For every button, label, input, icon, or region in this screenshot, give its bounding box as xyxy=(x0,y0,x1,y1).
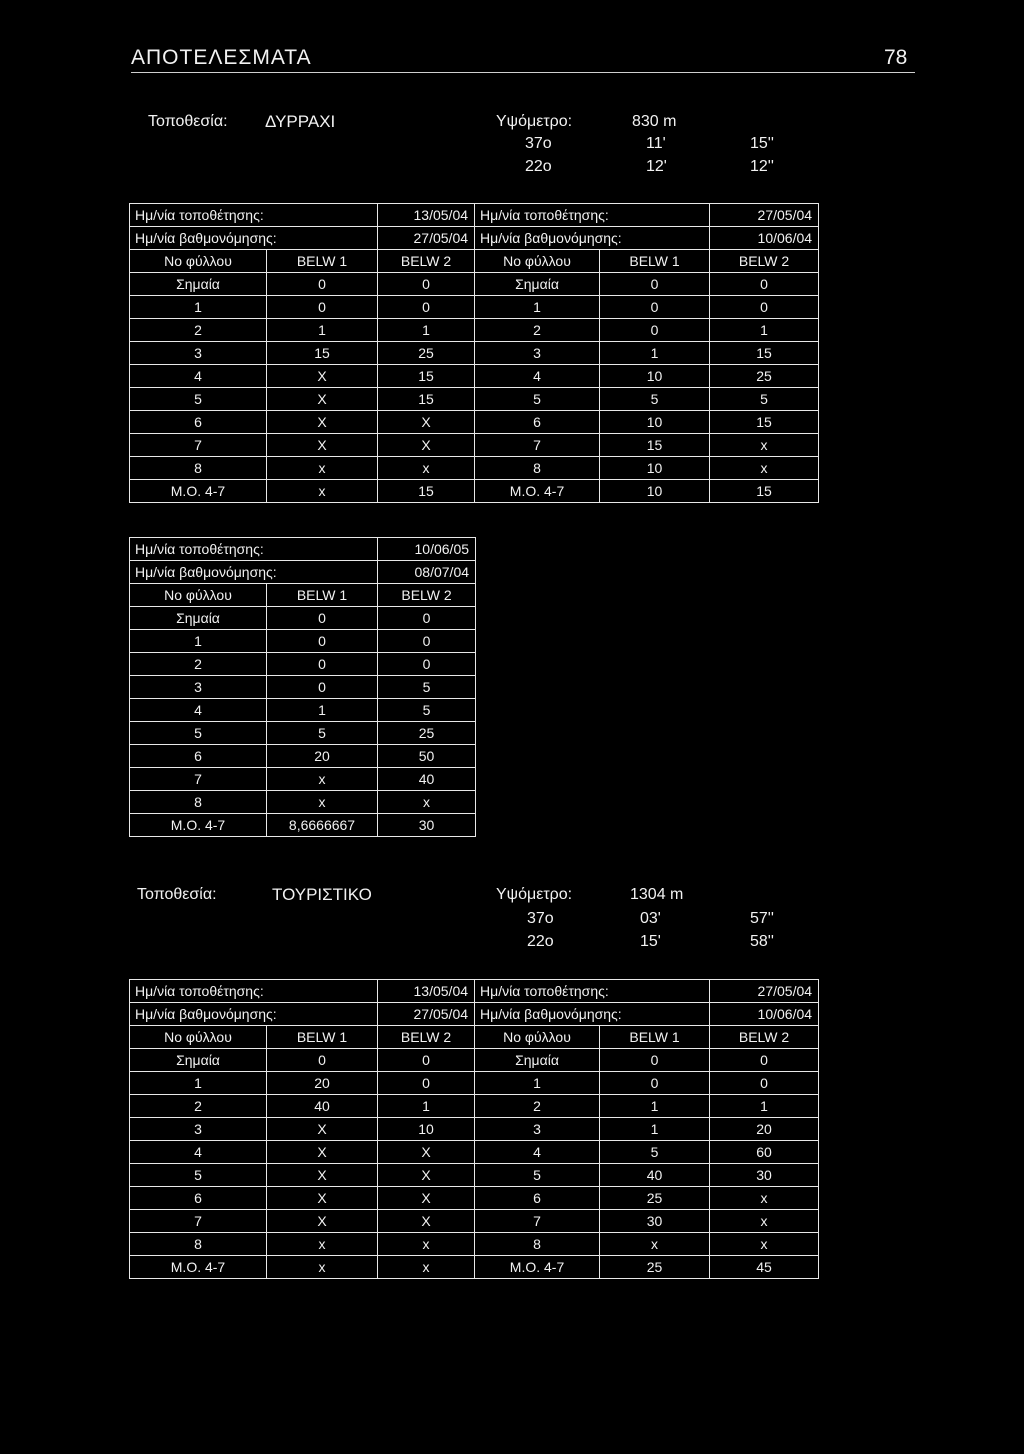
grading-date-label: Ημ/νία βαθμονόμησης: xyxy=(475,1003,710,1026)
row-label-cell: Σημαία xyxy=(475,1049,600,1072)
value-cell: 10 xyxy=(600,365,710,388)
column-header: Νο φύλλου xyxy=(475,250,600,273)
grading-date-row xyxy=(130,561,476,584)
latitude-degrees: 37ο xyxy=(527,910,554,927)
value-cell: 5 xyxy=(378,676,476,699)
row-label-cell: Σημαία xyxy=(130,1049,267,1072)
column-header: BELW 2 xyxy=(378,250,475,273)
value-cell: 0 xyxy=(710,273,819,296)
row-label-cell: 7 xyxy=(130,768,267,791)
value-cell: 1 xyxy=(600,1095,710,1118)
value-cell: x xyxy=(378,1233,475,1256)
column-header: BELW 1 xyxy=(600,1026,710,1049)
value-cell: 0 xyxy=(710,296,819,319)
row-label-cell: 6 xyxy=(475,1187,600,1210)
row-label-cell: Μ.Ο. 4-7 xyxy=(475,480,600,503)
value-cell: 25 xyxy=(600,1256,710,1279)
row-label-cell: 1 xyxy=(130,296,267,319)
value-cell: 15 xyxy=(710,480,819,503)
grading-date: 27/05/04 xyxy=(378,1003,475,1026)
longitude-seconds: 12'' xyxy=(750,158,774,175)
value-cell: x xyxy=(267,1233,378,1256)
page-title: ΑΠΟΤΕΛΕΣΜΑΤΑ xyxy=(131,46,312,69)
row-label-cell: 8 xyxy=(475,1233,600,1256)
row-label-cell: 3 xyxy=(475,1118,600,1141)
latitude-degrees: 37ο xyxy=(525,135,552,152)
value-cell: 5 xyxy=(378,699,476,722)
table-row xyxy=(130,1049,819,1072)
value-cell: 25 xyxy=(710,365,819,388)
value-cell: 0 xyxy=(267,296,378,319)
value-cell: 0 xyxy=(378,1049,475,1072)
row-label-cell: 5 xyxy=(130,722,267,745)
row-label-cell: 5 xyxy=(475,1164,600,1187)
location-name: ΔΥΡΡΑΧΙ xyxy=(265,112,336,131)
value-cell: 10 xyxy=(378,1118,475,1141)
value-cell: 5 xyxy=(600,388,710,411)
table-row xyxy=(130,699,476,722)
results-table xyxy=(129,537,476,837)
row-label-cell: 8 xyxy=(130,457,267,480)
placement-date: 10/06/05 xyxy=(378,538,476,561)
table-body xyxy=(130,1026,819,1279)
table-row xyxy=(130,768,476,791)
table-row xyxy=(130,1095,819,1118)
table-row xyxy=(130,411,819,434)
placement-date: 13/05/04 xyxy=(378,204,475,227)
grading-date: 08/07/04 xyxy=(378,561,476,584)
row-label-cell: 2 xyxy=(130,653,267,676)
row-label-cell: 5 xyxy=(130,1164,267,1187)
value-cell: 0 xyxy=(267,1049,378,1072)
row-label-cell: 7 xyxy=(475,1210,600,1233)
row-label-cell: Σημαία xyxy=(475,273,600,296)
column-header: Νο φύλλου xyxy=(130,1026,267,1049)
placement-date-label: Ημ/νία τοποθέτησης: xyxy=(475,204,710,227)
grading-date: 27/05/04 xyxy=(378,227,475,250)
value-cell: 45 xyxy=(710,1256,819,1279)
grading-date-row xyxy=(130,1003,819,1026)
table-row xyxy=(130,1118,819,1141)
placement-date-row xyxy=(130,980,819,1003)
row-label-cell: 4 xyxy=(130,365,267,388)
value-cell: 0 xyxy=(600,296,710,319)
value-cell: 0 xyxy=(600,273,710,296)
value-cell: 60 xyxy=(710,1141,819,1164)
value-cell: 25 xyxy=(378,722,476,745)
location-name: ΤΟΥΡΙΣΤΙΚΟ xyxy=(272,885,372,904)
table-row xyxy=(130,342,819,365)
longitude-minutes: 12' xyxy=(646,158,667,175)
table-row xyxy=(130,653,476,676)
table-body xyxy=(130,250,819,503)
placement-date: 13/05/04 xyxy=(378,980,475,1003)
value-cell: x xyxy=(710,457,819,480)
value-cell: 0 xyxy=(600,319,710,342)
row-label-cell: 4 xyxy=(475,1141,600,1164)
placement-date-label: Ημ/νία τοποθέτησης: xyxy=(475,980,710,1003)
placement-date: 27/05/04 xyxy=(710,980,819,1003)
value-cell: 15 xyxy=(600,434,710,457)
value-cell: 0 xyxy=(378,273,475,296)
value-cell: x xyxy=(710,1187,819,1210)
value-cell: 15 xyxy=(710,411,819,434)
header-rule xyxy=(131,72,915,73)
row-label-cell: 4 xyxy=(130,699,267,722)
table-row xyxy=(130,607,476,630)
value-cell: 0 xyxy=(267,676,378,699)
value-cell: 0 xyxy=(710,1072,819,1095)
column-header: BELW 1 xyxy=(600,250,710,273)
value-cell: 15 xyxy=(378,480,475,503)
placement-date-row xyxy=(130,538,476,561)
row-label-cell: 4 xyxy=(475,365,600,388)
row-label-cell: 7 xyxy=(475,434,600,457)
altitude-value: 1304 m xyxy=(630,886,684,903)
altitude-value: 830 m xyxy=(632,113,677,130)
value-cell: X xyxy=(267,1141,378,1164)
value-cell: 15 xyxy=(378,365,475,388)
value-cell: x xyxy=(267,1256,378,1279)
column-header: BELW 2 xyxy=(378,1026,475,1049)
value-cell: x xyxy=(710,434,819,457)
value-cell: X xyxy=(267,1187,378,1210)
column-header: BELW 2 xyxy=(378,584,476,607)
table-row xyxy=(130,1187,819,1210)
row-label-cell: 5 xyxy=(130,388,267,411)
value-cell: 0 xyxy=(378,607,476,630)
latitude-minutes: 11' xyxy=(646,135,666,152)
value-cell: 10 xyxy=(600,480,710,503)
value-cell: 0 xyxy=(600,1072,710,1095)
table-row xyxy=(130,296,819,319)
table-row xyxy=(130,388,819,411)
value-cell: x xyxy=(267,791,378,814)
altitude-label: Υψόμετρο: xyxy=(496,113,573,130)
column-header: Νο φύλλου xyxy=(130,250,267,273)
row-label-cell: 7 xyxy=(130,434,267,457)
column-header: Νο φύλλου xyxy=(475,1026,600,1049)
value-cell: 10 xyxy=(600,411,710,434)
value-cell: 1 xyxy=(267,319,378,342)
row-label-cell: 1 xyxy=(130,630,267,653)
table-row xyxy=(130,319,819,342)
value-cell: x xyxy=(267,457,378,480)
table-row xyxy=(130,1141,819,1164)
longitude-degrees: 22ο xyxy=(525,158,552,175)
placement-date-label: Ημ/νία τοποθέτησης: xyxy=(130,538,378,561)
row-label-cell: 8 xyxy=(475,457,600,480)
row-label-cell: 3 xyxy=(130,342,267,365)
value-cell: x xyxy=(267,480,378,503)
value-cell: 40 xyxy=(267,1095,378,1118)
longitude-minutes: 15' xyxy=(640,933,661,950)
table-row xyxy=(130,745,476,768)
value-cell: 40 xyxy=(600,1164,710,1187)
table-row xyxy=(130,722,476,745)
value-cell: X xyxy=(378,434,475,457)
grading-date: 10/06/04 xyxy=(710,1003,819,1026)
placement-date-label: Ημ/νία τοποθέτησης: xyxy=(130,980,378,1003)
table-row xyxy=(130,676,476,699)
value-cell: 0 xyxy=(267,630,378,653)
value-cell: 0 xyxy=(710,1049,819,1072)
value-cell: 15 xyxy=(378,388,475,411)
table-row xyxy=(130,365,819,388)
row-label-cell: Σημαία xyxy=(130,273,267,296)
value-cell: X xyxy=(267,411,378,434)
value-cell: x xyxy=(267,768,378,791)
table-row xyxy=(130,630,476,653)
value-cell: 50 xyxy=(378,745,476,768)
value-cell: 0 xyxy=(378,1072,475,1095)
value-cell: 1 xyxy=(600,342,710,365)
value-cell: 1 xyxy=(378,1095,475,1118)
row-label-cell: 3 xyxy=(130,676,267,699)
grading-date: 10/06/04 xyxy=(710,227,819,250)
latitude-seconds: 15'' xyxy=(750,135,774,152)
value-cell: X xyxy=(267,434,378,457)
value-cell: x xyxy=(600,1233,710,1256)
value-cell: 30 xyxy=(710,1164,819,1187)
value-cell: 0 xyxy=(600,1049,710,1072)
grading-date-label: Ημ/νία βαθμονόμησης: xyxy=(475,227,710,250)
value-cell: 1 xyxy=(267,699,378,722)
value-cell: 1 xyxy=(378,319,475,342)
table-body xyxy=(130,584,476,837)
row-label-cell: 5 xyxy=(475,388,600,411)
value-cell: 20 xyxy=(267,1072,378,1095)
value-cell: X xyxy=(378,1141,475,1164)
value-cell: 5 xyxy=(600,1141,710,1164)
column-header: BELW 1 xyxy=(267,1026,378,1049)
value-cell: X xyxy=(267,1210,378,1233)
value-cell: 8,6666667 xyxy=(267,814,378,837)
grading-date-row xyxy=(130,227,819,250)
location-label: Τοποθεσία: xyxy=(137,886,217,903)
value-cell: 20 xyxy=(267,745,378,768)
row-label-cell: 3 xyxy=(475,342,600,365)
value-cell: X xyxy=(267,1118,378,1141)
placement-date-label: Ημ/νία τοποθέτησης: xyxy=(130,204,378,227)
row-label-cell: 1 xyxy=(130,1072,267,1095)
value-cell: x xyxy=(378,1256,475,1279)
value-cell: 0 xyxy=(378,296,475,319)
value-cell: 25 xyxy=(600,1187,710,1210)
value-cell: x xyxy=(378,791,476,814)
value-cell: x xyxy=(378,457,475,480)
row-label-cell: 2 xyxy=(130,319,267,342)
value-cell: x xyxy=(710,1210,819,1233)
value-cell: X xyxy=(378,1210,475,1233)
value-cell: 30 xyxy=(378,814,476,837)
grading-date-label: Ημ/νία βαθμονόμησης: xyxy=(130,1003,378,1026)
column-header-row xyxy=(130,250,819,273)
table-row xyxy=(130,1072,819,1095)
row-label-cell: 6 xyxy=(130,411,267,434)
value-cell: 15 xyxy=(710,342,819,365)
value-cell: 15 xyxy=(267,342,378,365)
value-cell: 40 xyxy=(378,768,476,791)
value-cell: 5 xyxy=(710,388,819,411)
table-row xyxy=(130,814,476,837)
table-row xyxy=(130,457,819,480)
row-label-cell: Μ.Ο. 4-7 xyxy=(130,1256,267,1279)
value-cell: 30 xyxy=(600,1210,710,1233)
value-cell: 0 xyxy=(378,630,476,653)
table-row xyxy=(130,434,819,457)
value-cell: 0 xyxy=(267,273,378,296)
table-row xyxy=(130,1233,819,1256)
placement-date-row xyxy=(130,204,819,227)
value-cell: 1 xyxy=(710,1095,819,1118)
value-cell: 0 xyxy=(267,653,378,676)
longitude-degrees: 22ο xyxy=(527,933,554,950)
table-row xyxy=(130,1210,819,1233)
row-label-cell: 2 xyxy=(130,1095,267,1118)
location-label: Τοποθεσία: xyxy=(148,113,228,130)
row-label-cell: 2 xyxy=(475,1095,600,1118)
value-cell: 10 xyxy=(600,457,710,480)
value-cell: x xyxy=(710,1233,819,1256)
table-row xyxy=(130,1256,819,1279)
table-row xyxy=(130,480,819,503)
table-row xyxy=(130,273,819,296)
placement-date: 27/05/04 xyxy=(710,204,819,227)
grading-date-label: Ημ/νία βαθμονόμησης: xyxy=(130,227,378,250)
value-cell: X xyxy=(267,388,378,411)
row-label-cell: 6 xyxy=(475,411,600,434)
row-label-cell: 2 xyxy=(475,319,600,342)
table-row xyxy=(130,791,476,814)
results-table xyxy=(129,203,819,503)
row-label-cell: Σημαία xyxy=(130,607,267,630)
grading-date-label: Ημ/νία βαθμονόμησης: xyxy=(130,561,378,584)
column-header-row xyxy=(130,584,476,607)
row-label-cell: 4 xyxy=(130,1141,267,1164)
column-header: BELW 2 xyxy=(710,250,819,273)
row-label-cell: 8 xyxy=(130,791,267,814)
row-label-cell: Μ.Ο. 4-7 xyxy=(130,814,267,837)
altitude-label: Υψόμετρο: xyxy=(496,886,573,903)
row-label-cell: 7 xyxy=(130,1210,267,1233)
value-cell: X xyxy=(267,1164,378,1187)
row-label-cell: 1 xyxy=(475,1072,600,1095)
row-label-cell: Μ.Ο. 4-7 xyxy=(475,1256,600,1279)
value-cell: 1 xyxy=(600,1118,710,1141)
column-header: Νο φύλλου xyxy=(130,584,267,607)
row-label-cell: 8 xyxy=(130,1233,267,1256)
value-cell: 0 xyxy=(378,653,476,676)
value-cell: 0 xyxy=(267,607,378,630)
value-cell: X xyxy=(378,1187,475,1210)
row-label-cell: 3 xyxy=(130,1118,267,1141)
value-cell: 20 xyxy=(710,1118,819,1141)
value-cell: X xyxy=(378,411,475,434)
value-cell: 1 xyxy=(710,319,819,342)
longitude-seconds: 58'' xyxy=(750,933,774,950)
row-label-cell: 6 xyxy=(130,1187,267,1210)
row-label-cell: 1 xyxy=(475,296,600,319)
value-cell: 25 xyxy=(378,342,475,365)
value-cell: 5 xyxy=(267,722,378,745)
row-label-cell: 6 xyxy=(130,745,267,768)
page-number: 78 xyxy=(884,46,908,69)
value-cell: X xyxy=(378,1164,475,1187)
latitude-minutes: 03' xyxy=(640,910,661,927)
column-header: BELW 1 xyxy=(267,584,378,607)
latitude-seconds: 57'' xyxy=(750,910,774,927)
column-header: BELW 1 xyxy=(267,250,378,273)
results-table xyxy=(129,979,819,1279)
column-header-row xyxy=(130,1026,819,1049)
table-row xyxy=(130,1164,819,1187)
row-label-cell: Μ.Ο. 4-7 xyxy=(130,480,267,503)
value-cell: X xyxy=(267,365,378,388)
column-header: BELW 2 xyxy=(710,1026,819,1049)
